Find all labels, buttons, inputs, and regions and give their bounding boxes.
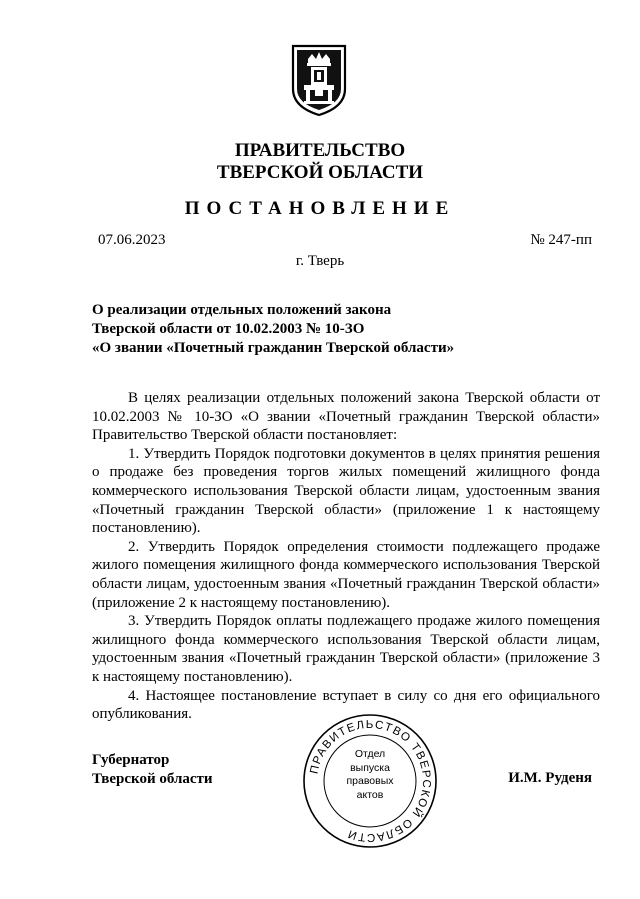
signer-position-line1: Губернатор <box>92 752 170 768</box>
title-line: О реализации отдельных положений закона <box>92 302 392 318</box>
body-paragraph-1: 1. Утвердить Порядок подготовки документов в целях принятия решения о продаже без проведения торгов жилых помещений жилищного фонда коммерческого использования Тверской области лицам, удостоенным звания «Почетный гражданин Тверской области» (приложение 1 к настоящему постановлению). <box>92 445 600 537</box>
document-date: 07.06.2023 <box>98 232 166 248</box>
org-name-line2: ТВЕРСКОЙ ОБЛАСТИ <box>216 162 424 183</box>
title-line: «О звании «Почетный гражданин Тверской области» <box>92 340 455 356</box>
stamp-center-text <box>326 748 414 802</box>
stamp-center-line: выпуска <box>350 761 390 774</box>
stamp-ring-text: ПРАВИТЕЛЬСТВО ТВЕРСКОЙ ОБЛАСТИ <box>308 718 433 844</box>
body-paragraph-4: 4. Настоящее постановление вступает в силу со дня его официального опубликования. <box>92 687 600 723</box>
document-type: ПОСТАНОВЛЕНИЕ <box>184 198 456 219</box>
body-paragraph-preamble: В целях реализации отдельных положений закона Тверской области от 10.02.2003 № 10-ЗО «О звании «Почетный гражданин Тверской области» Правительство Тверской области постановляет: <box>92 390 600 444</box>
body-paragraph-2: 2. Утвердить Порядок определения стоимости подлежащего продаже жилого помещения жилищного фонда коммерческого использования Тверской области лицам, удостоенным звания «Почетный гражданин Тверской области» (приложение 2 к настоящему постановлению). <box>92 538 600 611</box>
stamp-center-line: Отдел <box>354 748 386 760</box>
document-body <box>92 389 600 724</box>
body-paragraph-3: 3. Утвердить Порядок оплаты подлежащего продаже жилого помещения жилищного фонда коммерческого использования Тверской области лицам, удостоенным звания «Почетный гражданин Тверской области» (приложение 3 к настоящему постановлению). <box>92 613 600 685</box>
org-name-line1: ПРАВИТЕЛЬСТВО <box>234 140 406 161</box>
title-line: Тверской области от 10.02.2003 № 10-ЗО <box>92 321 365 337</box>
tver-region-coat-of-arms-icon <box>290 43 348 117</box>
stamp-center-line: актов <box>356 788 384 801</box>
signer-position <box>92 751 213 789</box>
stamp-center-line: правовых <box>346 775 394 787</box>
document-city: г. Тверь <box>295 253 345 269</box>
signer-position-line2: Тверской области <box>92 771 213 787</box>
document-title <box>92 301 552 358</box>
document-number: № 247-пп <box>530 232 592 248</box>
signer-name: И.М. Руденя <box>508 770 592 786</box>
